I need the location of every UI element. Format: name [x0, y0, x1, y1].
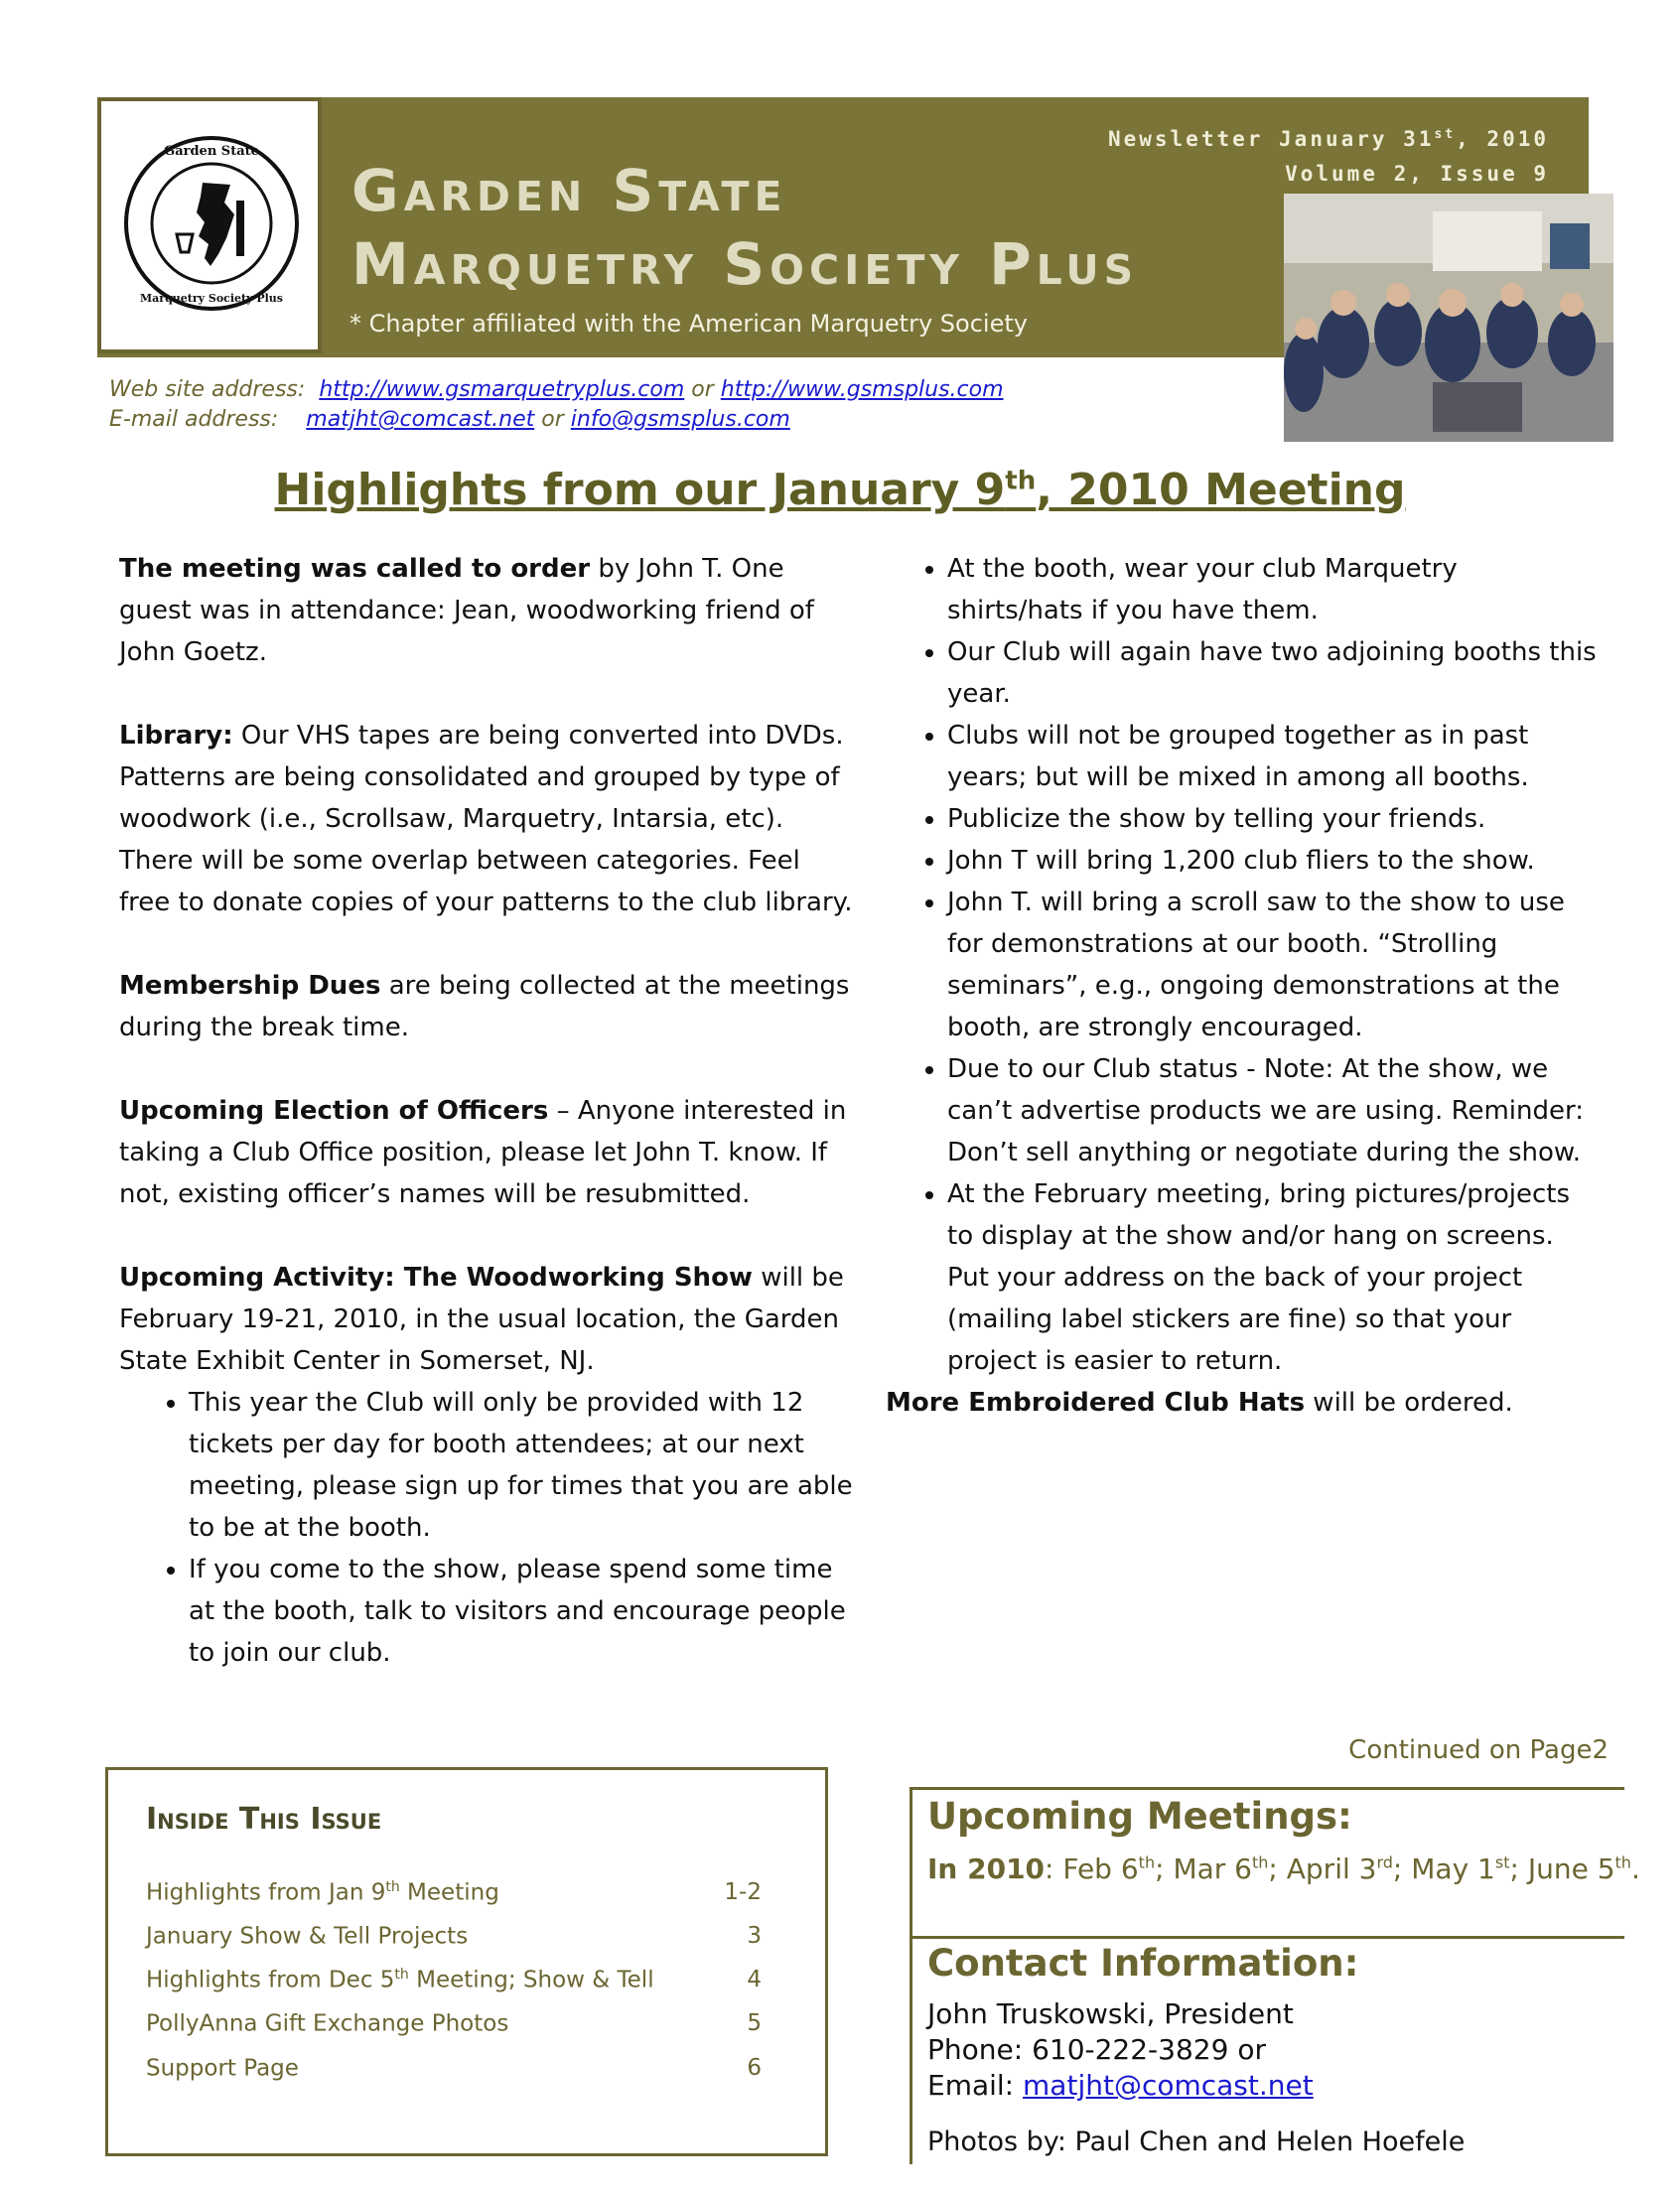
list-item: • At the February meeting, bring pictures/projects to display at the show and/or hang on screens. Put your address on the back of your project (mailing label stickers are fine) so that your project is easier to return. — [947, 1173, 1601, 1382]
contact-email-line: Email: matjht@comcast.net — [927, 2069, 1314, 2102]
left-column — [119, 548, 854, 1674]
page-title: Highlights from our January 9th, 2010 Meeting — [274, 465, 1406, 515]
dues-paragraph: Membership Dues are being collected at the meetings during the break time. — [119, 971, 850, 1042]
toc-page: 6 — [747, 2055, 762, 2081]
contact-email-link[interactable]: matjht@comcast.net — [1023, 2069, 1314, 2102]
list-item: • If you come to the show, please spend some time at the booth, talk to visitors and encourage people to join our club. — [189, 1549, 854, 1674]
toc-page: 4 — [747, 1967, 762, 1992]
right-column — [886, 548, 1601, 1465]
toc-page: 5 — [747, 2010, 762, 2036]
list-item: • John T will bring 1,200 club fliers to the show. — [947, 840, 1601, 882]
list-item: • Our Club will again have two adjoining booths this year. — [947, 631, 1601, 715]
toc-page: 1-2 — [724, 1879, 762, 1905]
toc-item[interactable]: Highlights from Dec 5th Meeting; Show & Tell 4 — [146, 1967, 762, 1993]
org-name-line2: Marquetry Society Plus — [351, 230, 1139, 298]
list-item: • Clubs will not be grouped together as in past years; but will be mixed in among all booths. — [947, 715, 1601, 798]
hats-paragraph: More Embroidered Club Hats will be ordered. — [886, 1388, 1513, 1418]
society-logo — [97, 97, 322, 353]
contact-name: John Truskowski, President — [927, 1997, 1294, 2030]
website-link-1[interactable]: http://www.gsmarquetryplus.com — [319, 377, 685, 402]
list-item: • At the booth, wear your club Marquetry shirts/hats if you have them. — [947, 548, 1601, 631]
toc-item[interactable]: January Show & Tell Projects 3 — [146, 1923, 762, 1950]
continued-note: Continued on Page2 — [1348, 1735, 1609, 1765]
show-bullets — [89, 1382, 854, 1674]
contact-phone: Phone: 610-222-3829 or — [927, 2033, 1266, 2066]
email-line: E-mail address: matjht@comcast.net or info@gsmsplus.com — [109, 407, 790, 432]
logo-text-top: Garden State — [164, 144, 259, 159]
contact-title: Contact Information: — [927, 1942, 1359, 1985]
meetings-dates: In 2010: Feb 6th; Mar 6th; April 3rd; May 1st; June 5th. — [927, 1852, 1640, 1885]
toc-item[interactable]: Support Page 6 — [146, 2055, 762, 2082]
list-item: • Due to our Club status - Note: At the show, we can’t advertise products we are using. Reminder: Don’t sell anything or negotiate during the show. — [947, 1048, 1601, 1173]
email-link-2[interactable]: info@gsmsplus.com — [570, 407, 790, 432]
meeting-photo — [1284, 194, 1613, 442]
election-paragraph: Upcoming Election of Officers – Anyone interested in taking a Club Office position, please let John T. know. If not, existing officer’s names will be resubmitted. — [119, 1096, 847, 1209]
newsletter-volume: Volume 2, Issue 9 — [1285, 162, 1549, 186]
list-item: • Publicize the show by telling your friends. — [947, 798, 1601, 840]
tagline: * Chapter affiliated with the American Marquetry Society — [350, 310, 1028, 338]
meetings-title: Upcoming Meetings: — [927, 1795, 1352, 1838]
newsletter-date: Newsletter January 31st, 2010 — [1107, 127, 1549, 151]
list-item: • John T. will bring a scroll saw to the show to use for demonstrations at our booth. “Strolling seminars”, e.g., ongoing demonstrations at the booth, are strongly encouraged. — [947, 882, 1601, 1048]
website-line: Web site address: http://www.gsmarquetryplus.com or http://www.gsmsplus.com — [109, 377, 1004, 402]
logo-text-bottom: Marquetry Society Plus — [140, 292, 283, 305]
inside-this-issue-box — [105, 1767, 828, 2156]
website-link-2[interactable]: http://www.gsmsplus.com — [720, 377, 1004, 402]
email-link-1[interactable]: matjht@comcast.net — [306, 407, 535, 432]
org-name-line1: Garden State — [351, 157, 787, 224]
library-paragraph: Library: Our VHS tapes are being converted into DVDs. Patterns are being consolidated and grouped by type of woodwork (i.e., Scrollsaw, Marquetry, Intarsia, etc). There will be some overlap between categories. Feel free to donate copies of your patterns to the club library. — [119, 721, 853, 917]
toc-page: 3 — [747, 1923, 762, 1949]
booth-bullets — [886, 548, 1601, 1382]
photo-credits: Photos by: Paul Chen and Helen Hoefele — [927, 2126, 1466, 2157]
call-to-order-paragraph: The meeting was called to order by John T. One guest was in attendance: Jean, woodworking friend of John Goetz. — [119, 554, 814, 667]
logo-seal-icon — [119, 131, 304, 316]
list-item: • This year the Club will only be provided with 12 tickets per day for booth attendees; at our next meeting, please sign up for times that you are able to be at the booth. — [189, 1382, 854, 1549]
toc-item[interactable]: Highlights from Jan 9th Meeting 1-2 — [146, 1879, 762, 1906]
activity-paragraph: Upcoming Activity: The Woodworking Show will be February 19-21, 2010, in the usual location, the Garden State Exhibit Center in Somerset, NJ. — [119, 1263, 844, 1376]
inside-title: Inside This Issue — [146, 1802, 382, 1837]
toc-item[interactable]: PollyAnna Gift Exchange Photos 5 — [146, 2010, 762, 2037]
